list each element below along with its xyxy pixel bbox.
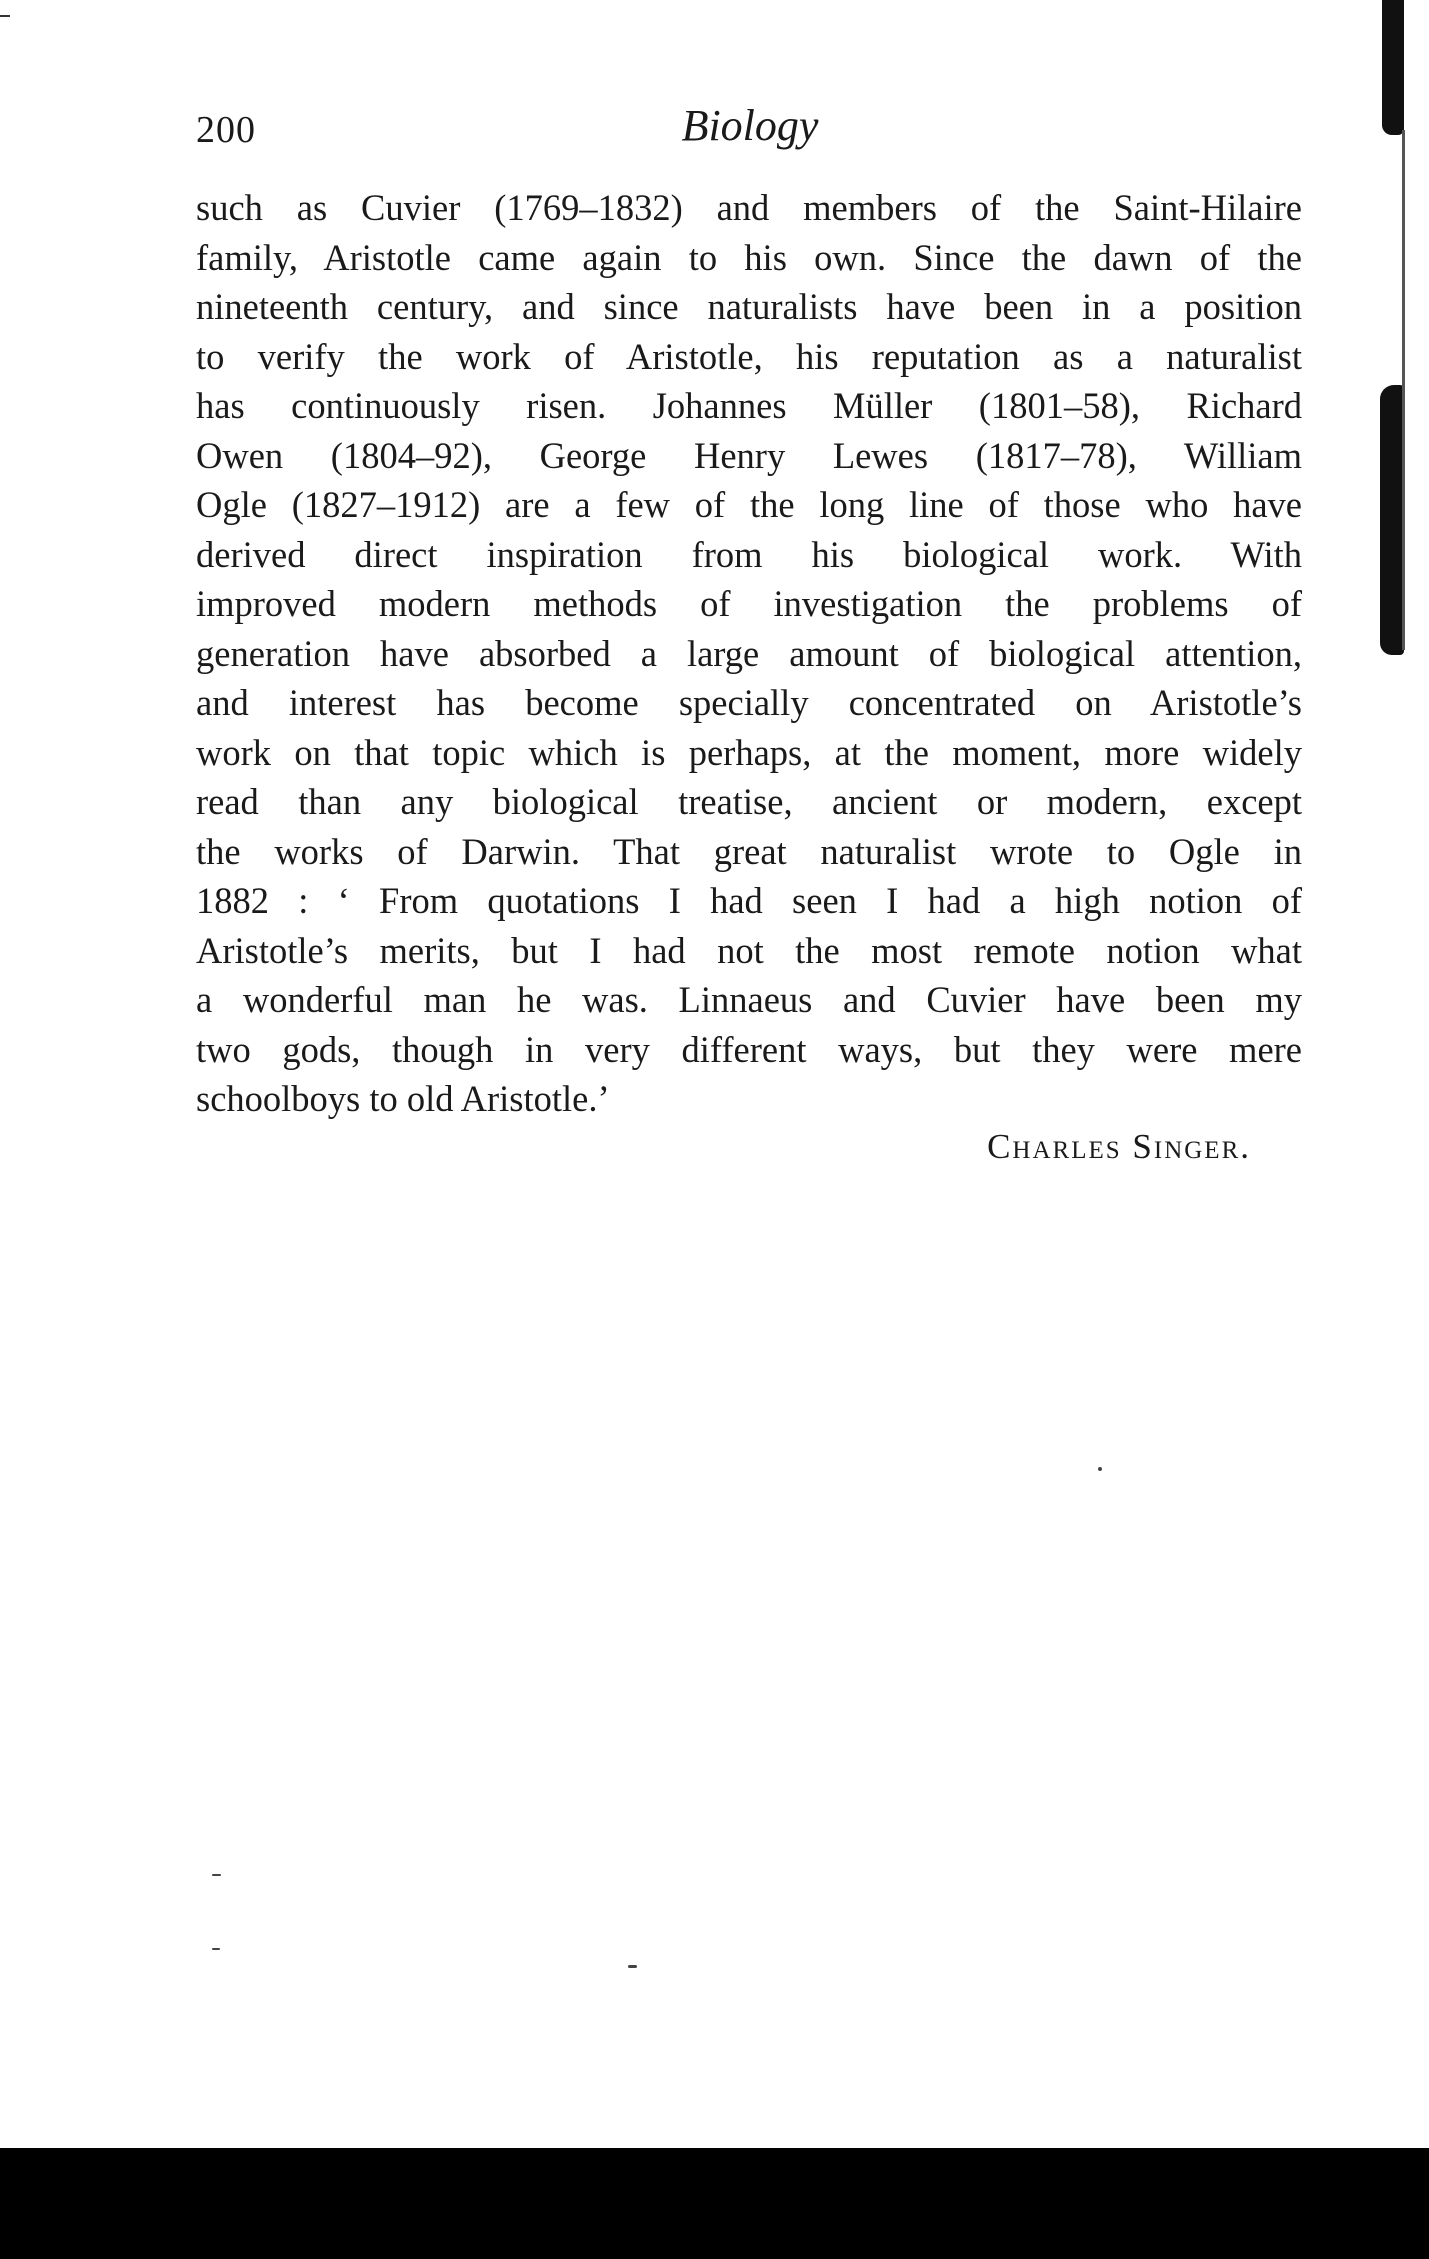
page-number: 200 xyxy=(196,109,256,151)
text-line: 1882 : ‘ From quotations I had seen I had a high notion of xyxy=(196,880,1302,921)
text-line: and interest has become specially concentrated on Aristotle’s xyxy=(196,682,1302,723)
scan-edge-mark-middle xyxy=(1380,385,1404,655)
text-line: to verify the work of Aristotle, his reputation as a naturalist xyxy=(196,335,1302,377)
text-line: has continuously risen. Johannes Müller (1801–58), Richard xyxy=(196,385,1302,426)
text-line: a wonderful man he was. Linnaeus and Cuvier have been my xyxy=(196,979,1302,1020)
running-head: Biology xyxy=(681,101,819,150)
text-line: work on that topic which is perhaps, at the moment, more widely xyxy=(196,731,1302,773)
text-line: Ogle (1827–1912) are a few of the long line of those who have xyxy=(196,484,1302,525)
text-line: Aristotle’s merits, but I had not the most remote notion what xyxy=(196,929,1302,971)
scan-edge-line xyxy=(1402,130,1405,650)
scan-speck xyxy=(1098,1467,1102,1471)
text-line: two gods, though in very different ways, but they were mere xyxy=(196,1028,1302,1070)
text-line: read than any biological treatise, ancient or modern, except xyxy=(196,781,1302,822)
text-line: the works of Darwin. That great naturalist wrote to Ogle in xyxy=(196,830,1302,872)
scan-bottom-band xyxy=(0,2148,1429,2259)
body-paragraph xyxy=(196,183,1302,1124)
text-line: such as Cuvier (1769–1832) and members of the Saint-Hilaire xyxy=(196,187,1302,228)
scan-speck xyxy=(628,1965,637,1968)
scan-speck xyxy=(212,1948,220,1950)
page-header xyxy=(196,100,1304,160)
scan-edge-mark-top xyxy=(1382,0,1404,135)
text-line: nineteenth century, and since naturalists have been in a position xyxy=(196,286,1302,327)
text-line: Owen (1804–92), George Henry Lewes (1817–78), William xyxy=(196,434,1302,476)
scan-speck xyxy=(212,1874,221,1876)
scan-mark-top xyxy=(0,15,10,17)
text-line: derived direct inspiration from his biological work. With xyxy=(196,533,1302,575)
text-line: schoolboys to old Aristotle.’ xyxy=(196,1078,610,1119)
author-signature: Charles Singer. xyxy=(987,1127,1251,1166)
text-line: improved modern methods of investigation the problems of xyxy=(196,583,1302,624)
text-line: generation have absorbed a large amount of biological attention, xyxy=(196,632,1302,674)
text-line: family, Aristotle came again to his own. Since the dawn of the xyxy=(196,236,1302,278)
